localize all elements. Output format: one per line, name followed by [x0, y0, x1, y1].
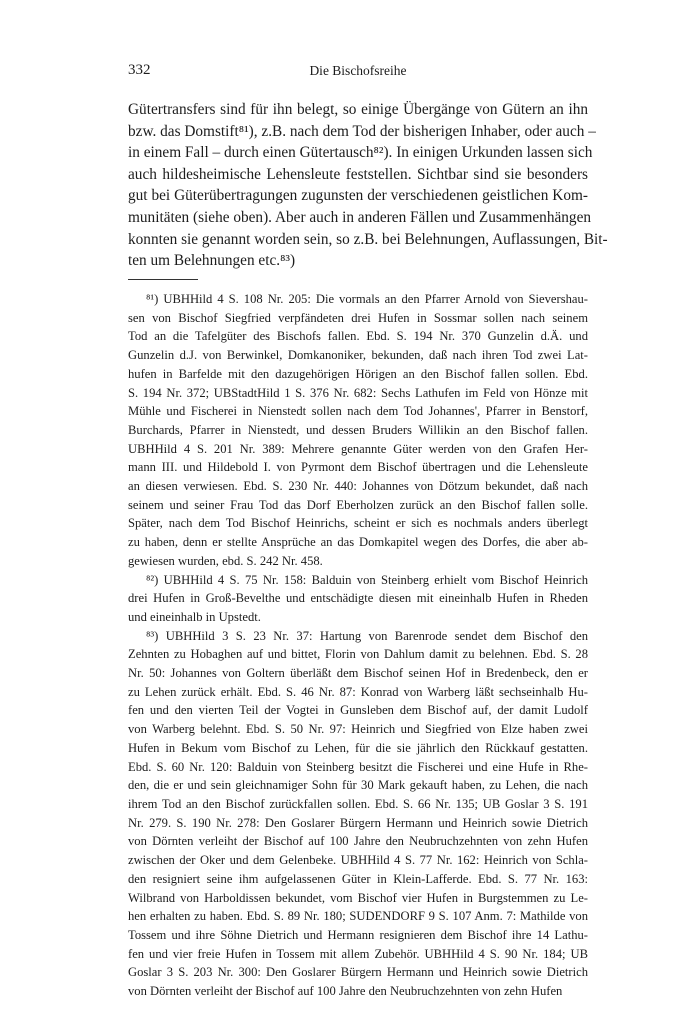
footnote-line: hen erhalten zu haben. Ebd. S. 89 Nr. 180; SUDENDORF 9 S. 107 Anm. 7: Mathilde von — [128, 909, 588, 924]
footnote-line: Burchards, Pfarrer in Nienstedt, und dessen Bruders Willikin an den Bischof fallen. — [128, 422, 588, 437]
footnote-line: Gunzelin d.J. von Berwinkel, Domkanoniker, bekunden, daß nach ihren Tod zwei Lat- — [128, 348, 588, 363]
footnote-separator — [128, 279, 198, 280]
footnote-line: Nr. 50: Johannes von Goltern überläßt dem Bischof seinen Hof in Bredenbeck, den er — [128, 666, 588, 681]
body-line: munitäten (siehe oben). Aber auch in anderen Fällen und Zusammenhängen — [128, 208, 592, 226]
footnote-line: Nr. 279. S. 190 Nr. 278: Den Goslarer Bürgern Hermann und Heinrich sowie Dietrich — [128, 815, 588, 830]
footnote-line: zu Lehen zurück erhält. Ebd. S. 46 Nr. 87: Konrad von Warberg läßt sechseinhalb Hu- — [128, 684, 588, 699]
body-line: gut bei Güterübertragungen zugunsten der verschiedenen geistlichen Kom- — [128, 187, 588, 205]
footnote-line: von Dörnten verleiht der Bischof auf 100 Jahre den Neubruchzehnten von zehn Hufen — [128, 834, 588, 849]
running-head: Die Bischofsreihe — [309, 63, 407, 78]
footnote-line: ⁸²) UBHHild 4 S. 75 Nr. 158: Balduin von Steinberg erhielt vom Bischof Heinrich — [146, 572, 588, 587]
footnote-line: ⁸¹) UBHHild 4 S. 108 Nr. 205: Die vormals an den Pfarrer Arnold von Sievershau- — [146, 292, 588, 306]
footnote-line: fen und vier freie Hufen in Tossem mit allem Zubehör. UBHHild 4 S. 90 Nr. 184; UB — [128, 946, 588, 961]
body-line: auch hildesheimische Lehensleute feststellen. Sichtbar sind sie besonders — [128, 165, 588, 183]
footnote-line: gewiesen wurden, ebd. S. 242 Nr. 458. — [128, 553, 323, 568]
body-text — [128, 99, 608, 272]
footnote-line: von Dörnten verleiht der Bischof auf 100 Jahre den Neubruchzehnten von zehn Hufen — [128, 984, 563, 999]
body-line: in einem Fall – durch einen Gütertausch⁸²). In einigen Urkunden lassen sich — [128, 144, 593, 162]
footnote-line: mann III. und Hildebold I. von Pyrmont dem Bischof übertragen und die Lehensleute — [128, 460, 588, 475]
footnote-line: S. 194 Nr. 372; UBStadtHild 1 S. 376 Nr. 682: Sechs Lathufen im Feld von Hönze mit — [128, 385, 588, 400]
footnote-line: drei Hufen in Groß-Bevelthe und entschädigte diesen mit eineinhalb Hufen in Rheden — [128, 591, 588, 606]
body-line: Gütertransfers sind für ihn belegt, so einige Übergänge von Gütern an ihn — [128, 101, 588, 118]
footnote-line: und eineinhalb in Upstedt. — [128, 609, 261, 624]
footnote-line: den resigniert seine ihm aufgelassenen Güter in Klein-Lafferde. Ebd. S. 77 Nr. 163: — [128, 871, 588, 886]
footnote-line: ⁸³) UBHHild 3 S. 23 Nr. 37: Hartung von Barenrode sendet dem Bischof den — [146, 628, 588, 643]
footnote-line: Mühle und Fischerei in Nienstedt sollen nach dem Tod Johannes', Pfarrer in Benstorf, — [128, 404, 588, 419]
body-line: ten um Belehnungen etc.⁸³) — [128, 252, 296, 270]
footnote-line: Hufen in Bekum vom Bischof zu Lehen, für die sie jährlich den Rückkauf gestatten. — [128, 740, 588, 755]
footnote-line: an diesen verwiesen. Ebd. S. 230 Nr. 440: Johannes von Dötzum bekundet, daß nach — [128, 479, 588, 494]
footnote-line: zwischen der Oker und dem Gelenbeke. UBHHild 4 S. 77 Nr. 162: Heinrich von Schla- — [128, 853, 588, 868]
footnote-line: den, die er und sein gleichnamiger Sohn für 30 Mark gekauft haben, zu Lehen, die nach — [128, 778, 588, 793]
footnotes — [128, 290, 588, 1001]
footnote-line: UBHHild 4 S. 201 Nr. 389: Mehrere genannte Güter werden von den Grafen Her- — [128, 441, 588, 456]
page-number: 332 — [128, 62, 151, 78]
footnote-line: ihrem Tod an den Bischof zurückfallen sollen. Ebd. S. 66 Nr. 135; UB Goslar 3 S. 191 — [128, 796, 588, 811]
footnote-line: von Warberg belehnt. Ebd. S. 50 Nr. 97: Heinrich und Siegfried von Elze haben zwei — [128, 722, 588, 737]
footnote-line: Tossem und ihre Söhne Dietrich und Hermann resignieren dem Bischof ihre 14 Lathu- — [128, 927, 588, 942]
body-line: konnten sie genannt worden sein, so z.B. bei Belehnungen, Auflassungen, Bit- — [128, 230, 608, 248]
footnote-line: sen von Bischof Siegfried verpfändeten drei Hufen in Sossmar sollen nach seinem — [128, 310, 588, 325]
footnote-line: Tod an die Tafelgüter des Bischofs fallen. Ebd. S. 194 Nr. 370 Gunzelin d.Ä. und — [128, 329, 588, 344]
page-header — [128, 62, 588, 82]
footnote-line: seinem und seiner Frau Tod das Dorf Eberholzen zurück an den Bischof fallen solle. — [128, 497, 588, 512]
footnote-line: Später, nach dem Tod Bischof Heinrichs, scheint er sich es nochmals anders überlegt — [128, 516, 588, 531]
footnote-line: Goslar 3 S. 203 Nr. 300: Den Goslarer Bürgern Hermann und Heinrich sowie Dietrich — [128, 965, 588, 980]
footnote-line: hufen in Barfelde mit den dazugehörigen Hörigen an den Bischof fallen sollen. Ebd. — [128, 366, 588, 381]
footnote-line: zu haben, denn er stellte Ansprüche an das Domkapitel wegen des Dorfes, die aber ab- — [128, 535, 588, 550]
footnote-line: Ebd. S. 60 Nr. 120: Balduin von Steinberg besitzt die Fischerei und eine Hufe in Rhe- — [128, 759, 588, 774]
body-line: bzw. das Domstift⁸¹), z.B. nach dem Tod der bisherigen Inhaber, oder auch – — [128, 122, 596, 140]
footnote-line: Wilbrand von Harboldissen bekundet, vom Bischof vier Hufen in Burgstemmen zu Le- — [128, 890, 588, 905]
footnote-line: Zehnten zu Hobaghen auf und bittet, Florin von Dahlum damit zu belehnen. Ebd. S. 28 — [128, 647, 588, 662]
footnote-line: fen und den vierten Teil der Vogtei in Gunsleben dem Bischof auf, der damit Ludolf — [128, 703, 588, 718]
